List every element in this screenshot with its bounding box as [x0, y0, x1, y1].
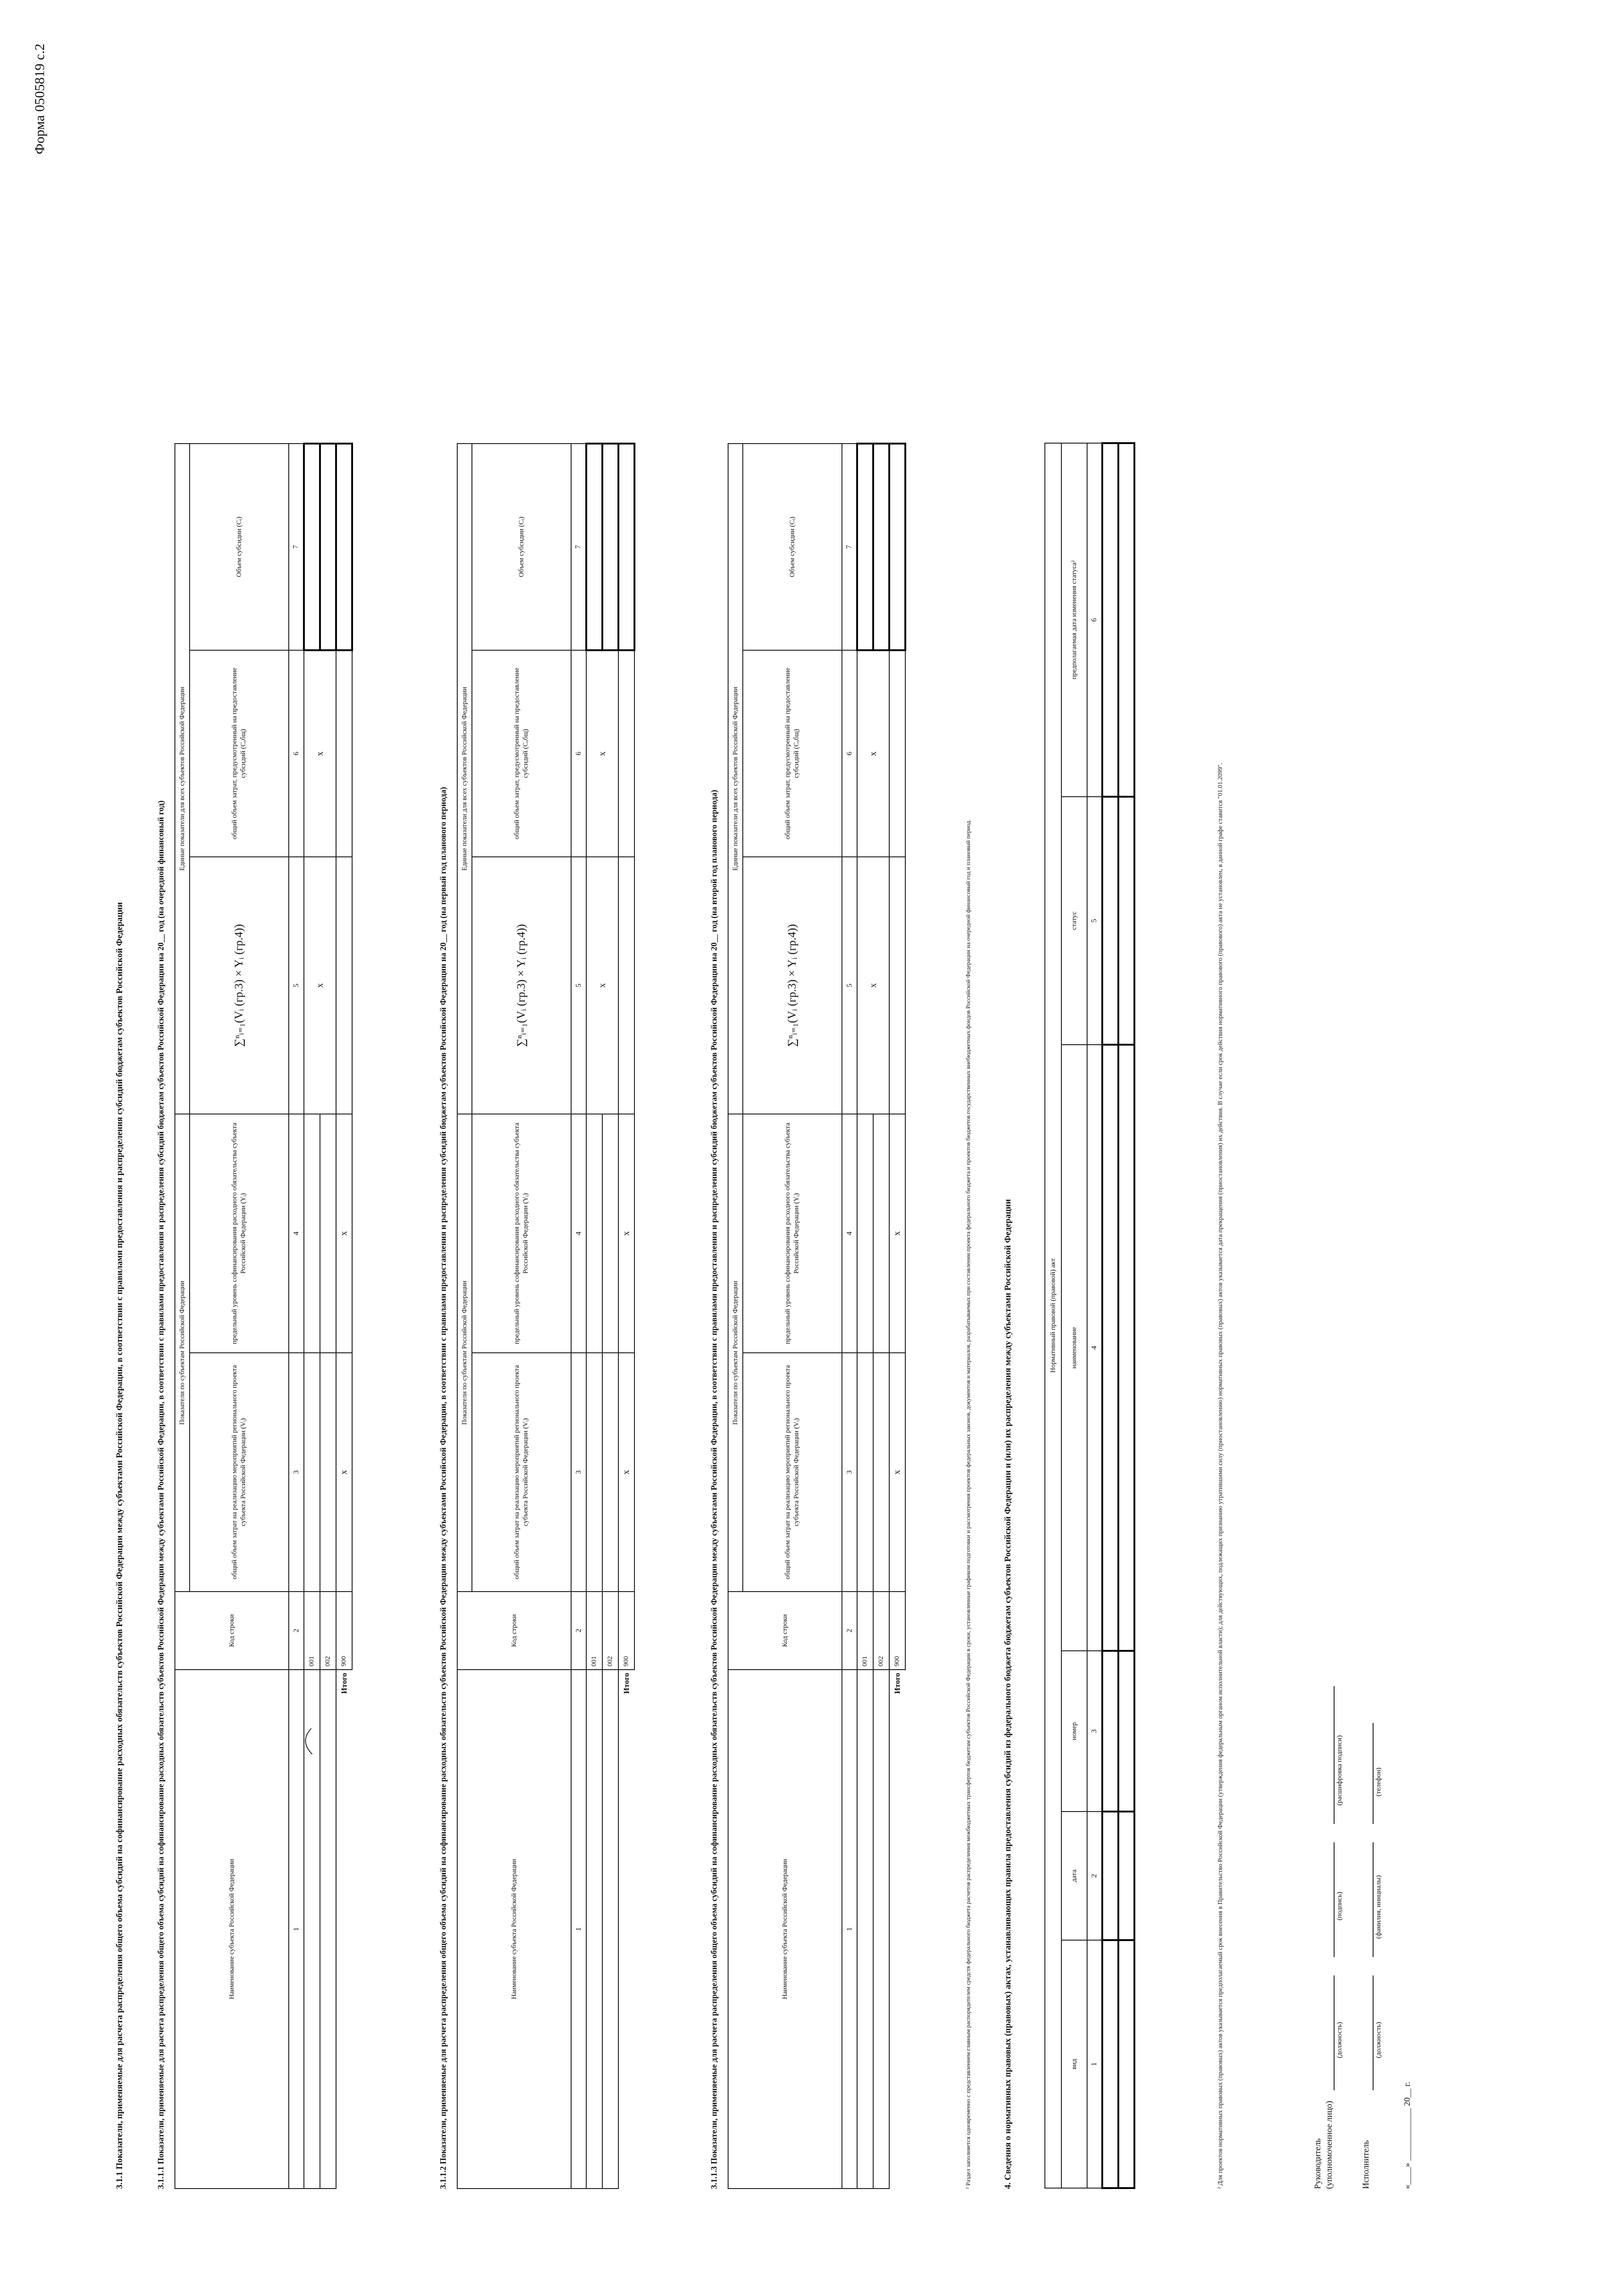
executor-phone-line[interactable] [1373, 1723, 1374, 1824]
act-kind-cell[interactable] [1102, 1940, 1118, 2188]
act-status-cell[interactable] [1102, 797, 1118, 1045]
col-num-7: 7 [289, 444, 304, 650]
value-cell[interactable] [304, 444, 320, 650]
head-sublabel: (уполномоченное лицо) [1324, 2101, 1334, 2189]
block-3-title: 3.1.1.3 Показатели, применяемые для расчета распределения общего объема субсидий на софинансирование расходных обязательств субъектов Российской Федерации между субъектами Российской Федерации, в соответствии с правилами предоставления и распределения субсидий бюджетам субъектов Российской Федерации на 20__ год (на второй год планового периода) [709, 789, 718, 2189]
col-num-1: 1 [571, 1670, 586, 2189]
col-num-6: 6 [571, 650, 586, 857]
col-num-1: 1 [289, 1670, 304, 2189]
value-cell[interactable] [304, 1353, 320, 1592]
value-cell[interactable] [857, 1353, 873, 1592]
col-name-header: Наименование субъекта Российской Федерации [457, 1670, 571, 2189]
col-num-2: 2 [571, 1592, 586, 1670]
value-cell[interactable] [586, 1114, 602, 1353]
form-code: Форма 0505819 с.2 [32, 44, 47, 155]
footnote-2: ² Для проектов нормативных правовых (правовых) актов указывается предполагаемый срок внесения в Правительство Российской Федерации (утверждения федеральным органом исполнительной власти); для действующих, подлежащих признанию утратившими силу (приостановлению) нормативных правовых (правовых) актов указывается дата прекращения (приостановления) их действия. В случае если срок действия нормативного правового (правового) акта не установлен, в данной графе ставится "01.01.2099". [1217, 763, 1224, 2189]
col5-formula: ∑ⁿᵢ₌₁(Vᵢ (гр.3) × Yᵢ (гр.4)) [190, 857, 289, 1114]
col5-formula: ∑ⁿᵢ₌₁(Vᵢ (гр.3) × Yᵢ (гр.4)) [743, 857, 842, 1114]
block-2-title: 3.1.1.2 Показатели, применяемые для расчета распределения общего объема субсидий на софинансирование расходных обязательств субъектов Российской Федерации между субъектами Российской Федерации, в соответствии с правилами предоставления и распределения субсидий бюджетам субъектов Российской Федерации на 20__ год (на первый год планового периода) [438, 787, 448, 2189]
act-date-header: дата [1061, 1812, 1087, 1940]
col-num-5: 5 [571, 857, 586, 1114]
col-num-4: 4 [842, 1114, 857, 1353]
act-status-cell[interactable] [1118, 797, 1134, 1045]
value-cell[interactable] [889, 444, 905, 650]
head-decode-caption: (расшифровка подписи) [1336, 1735, 1343, 1806]
cross-mark: x [618, 1114, 634, 1353]
value-cell[interactable] [873, 1114, 889, 1353]
executor-position-caption: (должность) [1375, 2022, 1382, 2058]
value-cell[interactable] [889, 650, 905, 857]
value-cell[interactable] [304, 1114, 320, 1353]
cross-mark: x [304, 650, 336, 857]
value-cell[interactable] [889, 857, 905, 1114]
value-cell[interactable] [857, 444, 873, 650]
block-1-title: 3.1.1.1 Показатели, применяемые для расчета распределения общего объема субсидий на софинансирование расходных обязательств субъектов Российской Федерации между субъектами Российской Федерации, в соответствии с правилами предоставления и распределения субсидий бюджетам субъектов Российской Федерации на 20__ год (на очередной финансовый год) [156, 800, 165, 2189]
col-num-6: 6 [289, 650, 304, 857]
executor-label: Исполнитель [1361, 2140, 1371, 2189]
row-code: 001 [586, 1592, 602, 1670]
cross-mark: x [857, 857, 889, 1114]
act-number-cell[interactable] [1102, 1651, 1118, 1812]
act-name-cell[interactable] [1102, 1045, 1118, 1651]
col3-header: общий объем затрат на реализацию мероприятий регионального проекта субъекта Российской Федерации (Vᵢ) [743, 1353, 842, 1592]
value-cell[interactable] [336, 444, 352, 650]
scan-mark-icon [298, 1728, 317, 1755]
head-label: Руководитель [1313, 2138, 1323, 2189]
col7-header: Объем субсидии (Cᵢ) [190, 444, 289, 650]
subject-name-cell[interactable] [857, 1670, 873, 2189]
head-position-caption: (должность) [1336, 2022, 1343, 2058]
col-num-4: 4 [571, 1114, 586, 1353]
cross-mark: x [336, 1114, 352, 1353]
total-label: Итого [889, 1670, 905, 2189]
act-kind-cell[interactable] [1118, 1940, 1134, 2188]
section-4-title: 4. Сведения о нормативных правовых (правовых) актах, устанавливающих правила предоставления субсидий из федерального бюджета бюджетам субъектов Российской Федерации и (или) их распределения между субъектами Российской Федерации [1003, 1199, 1013, 2189]
value-cell[interactable] [586, 444, 602, 650]
col-num-6: 6 [842, 650, 857, 857]
act-status-date-cell[interactable] [1118, 443, 1134, 797]
col-num-5: 5 [842, 857, 857, 1114]
s4-col-num-5: 5 [1087, 797, 1102, 1045]
group-subject-header: Показатели по субъектам Российской Федерации [457, 1114, 472, 1592]
act-status-date-header: предполагаемая дата изменения статуса² [1061, 443, 1087, 797]
date-line[interactable]: «____» ____________ 20__ г. [1402, 2082, 1412, 2189]
value-cell[interactable] [336, 650, 352, 857]
executor-position-line[interactable] [1373, 1975, 1374, 2090]
cross-mark: x [857, 650, 889, 857]
cross-mark: x [889, 1114, 905, 1353]
col5-formula: ∑ⁿᵢ₌₁(Vᵢ (гр.3) × Yᵢ (гр.4)) [472, 857, 571, 1114]
subject-name-cell[interactable] [320, 1670, 336, 2189]
act-date-cell[interactable] [1118, 1812, 1134, 1940]
total-code: 900 [618, 1592, 634, 1670]
cross-mark: x [336, 1353, 352, 1592]
section-title: 3.1.1 Показатели, применяемые для расчета распределения общего объема субсидий на софинансирование расходных обязательств субъектов Российской Федерации между субъектами Российской Федерации, в соответствии с правилами предоставления и распределения субсидий бюджетам субъектов Российской Федерации [115, 902, 124, 2189]
executor-phone-caption: (телефон) [1375, 1767, 1382, 1796]
total-code: 900 [889, 1592, 905, 1670]
group-common-header: Единые показатели для всех субъектов Российской Федерации [728, 444, 743, 1114]
total-label: Итого [618, 1670, 634, 2189]
value-cell[interactable] [320, 444, 336, 650]
cross-mark: x [618, 1353, 634, 1592]
col-num-2: 2 [289, 1592, 304, 1670]
col-num-3: 3 [289, 1353, 304, 1592]
block-3-table [728, 443, 906, 2189]
col-code-header: Код строки [728, 1592, 842, 1670]
row-code: 001 [857, 1592, 873, 1670]
s4-col-num-2: 2 [1087, 1812, 1102, 1940]
cross-mark: x [586, 857, 618, 1114]
col4-header: предельный уровень софинансирования расходного обязательства субъекта Российской Федерации (Yᵢ) [743, 1114, 842, 1353]
cross-mark: x [889, 1353, 905, 1592]
row-code: 002 [873, 1592, 889, 1670]
col-name-header: Наименование субъекта Российской Федерации [175, 1670, 289, 2189]
cross-mark: x [304, 857, 336, 1114]
act-group-header: Нормативный правовой (правовой) акт [1045, 443, 1061, 2188]
value-cell[interactable] [873, 1353, 889, 1592]
group-subject-header: Показатели по субъектам Российской Федерации [728, 1114, 743, 1592]
col-num-5: 5 [289, 857, 304, 1114]
act-name-cell[interactable] [1118, 1045, 1134, 1651]
value-cell[interactable] [602, 1114, 618, 1353]
col-name-header: Наименование субъекта Российской Федерации [728, 1670, 842, 2189]
value-cell[interactable] [336, 857, 352, 1114]
act-number-cell[interactable] [1118, 1651, 1134, 1812]
col3-header: общий объем затрат на реализацию мероприятий регионального проекта субъекта Российской Федерации (Vᵢ) [472, 1353, 571, 1592]
col4-header: предельный уровень софинансирования расходного обязательства субъекта Российской Федерации (Yᵢ) [190, 1114, 289, 1353]
value-cell[interactable] [618, 650, 634, 857]
group-common-header: Единые показатели для всех субъектов Российской Федерации [175, 444, 190, 1114]
col-code-header: Код строки [175, 1592, 289, 1670]
subject-name-cell[interactable] [873, 1670, 889, 2189]
col-num-3: 3 [842, 1353, 857, 1592]
value-cell[interactable] [618, 444, 634, 650]
group-common-header: Единые показатели для всех субъектов Российской Федерации [457, 444, 472, 1114]
col-num-3: 3 [571, 1353, 586, 1592]
footnote-1: ¹ Раздел заполняется одновременно с представлением главным распорядителем средств федерального бюджета расчетов распределения межбюджетных трансфертов бюджетам субъектов Российской Федерации в сроки, установленные графиком подготовки и рассмотрения проектов федеральных законов, документов и материалов, разрабатываемых при составлении проекта федерального бюджета и проектов бюджетов государственных внебюджетных фондов Российской Федерации на очередной финансовый год и плановый период. [965, 819, 971, 2189]
col7-header: Объем субсидии (Cᵢ) [743, 444, 842, 650]
value-cell[interactable] [320, 1353, 336, 1592]
act-date-cell[interactable] [1102, 1812, 1118, 1940]
row-code: 002 [320, 1592, 336, 1670]
value-cell[interactable] [586, 1353, 602, 1592]
col4-header: предельный уровень софинансирования расходного обязательства субъекта Российской Федерации (Yᵢ) [472, 1114, 571, 1353]
s4-col-num-6: 6 [1087, 443, 1102, 797]
value-cell[interactable] [320, 1114, 336, 1353]
col7-header: Объем субсидии (Cᵢ) [472, 444, 571, 650]
col6-header: общий объем затрат, предусмотренный на предоставление субсидий (Cₒбщ) [472, 650, 571, 857]
value-cell[interactable] [602, 444, 618, 650]
col-code-header: Код строки [457, 1592, 571, 1670]
col6-header: общий объем затрат, предусмотренный на предоставление субсидий (Cₒбщ) [190, 650, 289, 857]
row-code: 001 [304, 1592, 320, 1670]
value-cell[interactable] [873, 444, 889, 650]
s4-col-num-1: 1 [1087, 1940, 1102, 2188]
block-2-table [457, 443, 635, 2189]
s4-col-num-3: 3 [1087, 1651, 1102, 1812]
col6-header: общий объем затрат, предусмотренный на предоставление субсидий (Cₒбщ) [743, 650, 842, 857]
act-status-date-cell[interactable] [1102, 443, 1118, 797]
head-position-line[interactable] [1334, 1975, 1335, 2090]
act-name-header: наименование [1061, 1045, 1087, 1651]
col-num-7: 7 [571, 444, 586, 650]
act-kind-header: вид [1061, 1940, 1087, 2188]
section-4-table [1044, 442, 1135, 2189]
head-decode-line[interactable] [1334, 1686, 1335, 1824]
act-status-header: статус [1061, 797, 1087, 1045]
col-num-1: 1 [842, 1670, 857, 2189]
value-cell[interactable] [618, 857, 634, 1114]
total-label: Итого [336, 1670, 352, 2189]
act-number-header: номер [1061, 1651, 1087, 1812]
head-signature-line[interactable] [1334, 1842, 1335, 1957]
value-cell[interactable] [857, 1114, 873, 1353]
block-1-table [174, 443, 353, 2189]
total-code: 900 [336, 1592, 352, 1670]
col3-header: общий объем затрат на реализацию мероприятий регионального проекта субъекта Российской Федерации (Vᵢ) [190, 1353, 289, 1592]
subject-name-cell[interactable] [586, 1670, 602, 2189]
subject-name-cell[interactable] [602, 1670, 618, 2189]
row-code: 002 [602, 1592, 618, 1670]
head-signature-caption: (подпись) [1336, 1891, 1343, 1920]
executor-fio-caption: (фамилия, инициалы) [1375, 1875, 1382, 1939]
col-num-7: 7 [842, 444, 857, 650]
group-subject-header: Показатели по субъектам Российской Федерации [175, 1114, 190, 1592]
col-num-4: 4 [289, 1114, 304, 1353]
s4-col-num-4: 4 [1087, 1045, 1102, 1651]
cross-mark: x [586, 650, 618, 857]
executor-fio-line[interactable] [1373, 1842, 1374, 1957]
col-num-2: 2 [842, 1592, 857, 1670]
value-cell[interactable] [602, 1353, 618, 1592]
